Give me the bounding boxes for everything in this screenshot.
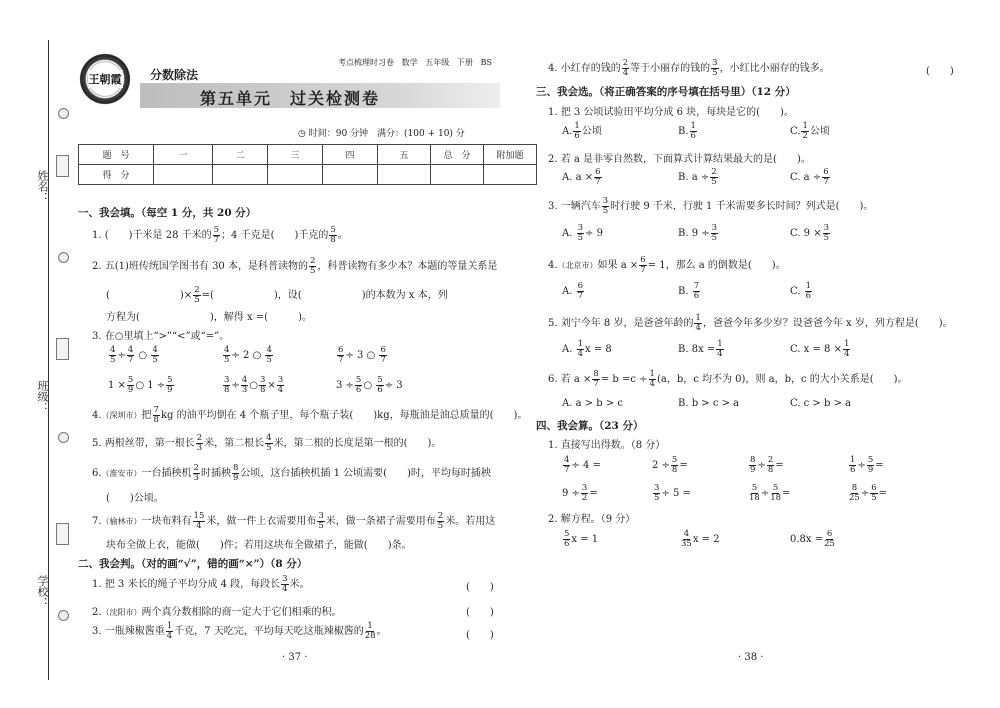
brand-logo: 王朝霞 — [76, 50, 134, 108]
score-input-cell[interactable] — [268, 165, 323, 185]
binding-hole — [58, 432, 69, 443]
score-header-cell: 三 — [268, 145, 323, 165]
compare-1: $\frac{4}{5}$ ÷ $\frac{4}{7}$ ○ $\frac{4}{5}$ — [110, 345, 158, 365]
judge-2: 2.（沈阳市）两个真分数相除的商一定大于它们相乘的积。 — [92, 607, 342, 618]
judge-3-answer[interactable]: ( ) — [466, 630, 494, 641]
score-header-cell: 一 — [154, 145, 213, 165]
score-header-cell: 二 — [213, 145, 268, 165]
choice-2: 2. 若 a 是非零自然数，下面算式计算结果最大的是( )。 — [548, 154, 811, 165]
choice-1-option-a[interactable]: A. $\frac{1}{6}$ 公顷 — [562, 121, 602, 141]
calc-item: $\frac{4}{7}$ ÷ 4 = — [564, 455, 601, 475]
choice-3-option-c[interactable]: C. 9 × $\frac{3}{5}$ — [790, 223, 830, 243]
choice-4-option-c[interactable]: C. $\frac{1}{6}$ — [790, 281, 812, 301]
score-header-cell: 总 分 — [431, 145, 484, 165]
page-title: 第五单元 过关检测卷 — [200, 89, 381, 108]
calc-item: $\frac{8}{25}$ ÷ $\frac{6}{5}$ = — [849, 483, 888, 503]
choice-3: 3. 一辆汽车 $\frac{3}{5}$ 时行驶 9 千米，行驶 1 千米需要多长时间？列式是( )。 — [548, 196, 874, 216]
binding-hole — [58, 108, 69, 119]
section-4-heading: 四、我会算。（23 分） — [536, 420, 644, 432]
choice-4-option-b[interactable]: B. $\frac{7}{6}$ — [678, 281, 700, 301]
choice-3-option-b[interactable]: B. 9 ÷ $\frac{3}{5}$ — [678, 223, 718, 243]
equation-1: $\frac{5}{6}$ x = 1 — [564, 529, 599, 549]
score-header-cell: 四 — [323, 145, 378, 165]
binding-hole — [58, 252, 69, 263]
choice-5-option-a[interactable]: A. $\frac{1}{4}$ x = 8 — [562, 339, 612, 359]
score-row-label: 得 分 — [79, 165, 154, 185]
time-score-info: ◷ 时间：90 分钟 满分：(100 + 10) 分 — [298, 129, 465, 139]
score-input-cell[interactable] — [431, 165, 484, 185]
section-2-heading: 二、我会判。（对的画“√”，错的画“×”）（8 分） — [78, 558, 308, 570]
binding-tab — [56, 338, 69, 360]
compare-2: $\frac{4}{5}$ ÷ 2 ○ $\frac{4}{5}$ — [224, 345, 272, 365]
choice-1-option-c[interactable]: C. $\frac{1}{2}$ 公顷 — [790, 121, 830, 141]
choice-1: 1. 把 3 公顷试验田平均分成 6 块，每块是它的( )。 — [548, 107, 794, 118]
section-1-heading: 一、我会填。（每空 1 分，共 20 分） — [78, 207, 257, 219]
calc-item: 2 ÷ $\frac{5}{8}$ = — [652, 455, 688, 475]
equation-2: $\frac{4}{35}$ x = 2 — [681, 529, 720, 549]
compare-4: 1 × $\frac{5}{9}$ ○ 1 ÷ $\frac{5}{9}$ — [108, 375, 173, 395]
series-header: 考点梳理时习卷 数学 五年级 下册 BS — [338, 58, 492, 67]
score-input-cell[interactable] — [154, 165, 213, 185]
binding-tab — [56, 523, 69, 545]
choice-2-option-c[interactable]: C. a ÷ $\frac{6}{7}$ — [790, 167, 829, 187]
judge-4-answer[interactable]: ( ) — [926, 66, 954, 77]
choice-4: 4.（北京市）如果 a × $\frac{6}{7}$ = 1，那么 a 的倒数是( )。 — [548, 255, 786, 275]
choice-6-option-c[interactable]: C. c > b > a — [790, 398, 852, 409]
calc-item: $\frac{3}{5}$ ÷ 5 = — [654, 483, 691, 503]
question-7-line2: 块布全做上衣，能做( )件；若用这块布全做裙子，能做( )条。 — [106, 540, 412, 551]
topic-title: 分数除法 — [150, 68, 199, 82]
question-4: 4.（深圳市）把 $\frac{7}{8}$ kg 的油平均倒在 4 个瓶子里，每个瓶子装( )kg，每瓶油是油总质量的( )。 — [92, 405, 528, 425]
choice-6: 6. 若 a × $\frac{8}{7}$ = b =c ÷ $\frac{1}{4}$ (a，b，c 均不为 0)，则 a，b，c 的大小关系是( )。 — [548, 369, 908, 389]
calc-item: $\frac{8}{9}$ ÷ $\frac{2}{8}$ = — [750, 455, 784, 475]
choice-5-option-b[interactable]: B. 8x = $\frac{1}{4}$ — [678, 339, 723, 359]
compare-6: 3 ÷ $\frac{5}{6}$ ○ $\frac{5}{6}$ ÷ 3 — [336, 375, 403, 395]
question-2-line2: ( )× $\frac{2}{5}$ =( )，设( )的本数为 x 本，列 — [106, 285, 448, 305]
judge-1: 1. 把 3 米长的绳子平均分成 4 段，每段长 $\frac{3}{4}$ 米。 — [92, 574, 310, 594]
score-table — [78, 144, 537, 185]
compare-5: $\frac{3}{8}$ ÷ $\frac{4}{3}$ ○ $\frac{3}{8}$ × $\frac{3}{4}$ — [224, 375, 284, 395]
school-label: 学校： — [36, 575, 49, 608]
name-label: 姓名： — [36, 170, 49, 203]
question-2: 2. 五(1)班传统国学图书有 30 本，是科普读物的 $\frac{2}{5}$ ，科普读物有多少本？本题的等量关系是 — [92, 256, 498, 276]
question-6-line2: ( )公顷。 — [106, 493, 164, 504]
choice-5-option-c[interactable]: C. x = 8 × $\frac{1}{4}$ — [790, 339, 850, 359]
score-input-cell[interactable] — [484, 165, 537, 185]
question-1: 1. ( )千米是 28 千米的 $\frac{5}{7}$ ；4 千克是( )千克的 $\frac{5}{8}$ 。 — [92, 225, 348, 245]
page-number-left: · 37 · — [282, 652, 308, 663]
choice-3-option-a[interactable]: A. $\frac{3}{5}$ ÷ 9 — [562, 223, 603, 243]
choice-6-option-b[interactable]: B. b > c > a — [678, 398, 740, 409]
question-6: 6.（淮安市）一台插秧机 $\frac{2}{3}$ 时插秧 $\frac{8}{9}$ 公顷，这台插秧机插 1 公顷需要( )时，平均每时插秧 — [92, 463, 491, 483]
score-header-cell: 五 — [378, 145, 431, 165]
calc-item: $\frac{5}{18}$ ÷ $\frac{5}{18}$ = — [749, 483, 791, 503]
choice-6-option-a[interactable]: A. a > b > c — [562, 398, 624, 409]
score-header-cell: 题 号 — [79, 145, 154, 165]
calc-item: $\frac{1}{6}$ ÷ $\frac{5}{9}$ = — [850, 455, 884, 475]
choice-5: 5. 刘宁今年 8 岁，是爸爸年龄的 $\frac{1}{4}$ ，爸爸今年多少岁？设爸爸今年 x 岁，列方程是( )。 — [548, 313, 953, 333]
calc-instruction-1: 1. 直接写出得数。（8 分） — [548, 440, 666, 451]
question-2-line3: 方程为( )，解得 x =( )。 — [106, 312, 312, 323]
choice-1-option-b[interactable]: B. $\frac{1}{6}$ — [678, 121, 696, 141]
calc-instruction-2: 2. 解方程。（9 分） — [548, 514, 636, 525]
equation-3: 0.8x = $\frac{6}{25}$ — [790, 529, 835, 549]
section-3-heading: 三、我会选。（将正确答案的序号填在括号里）（12 分） — [536, 86, 796, 98]
calc-item: 9 ÷ $\frac{3}{2}$ = — [562, 483, 598, 503]
score-header-cell: 附加题 — [484, 145, 537, 165]
question-3: 3. 在○里填上“>”“<”或“=”。 — [92, 331, 230, 342]
judge-2-answer[interactable]: ( ) — [466, 607, 494, 618]
binding-hole — [58, 610, 69, 621]
page-number-right: · 38 · — [738, 652, 764, 663]
binding-tab — [56, 155, 69, 177]
class-label: 班级： — [36, 380, 49, 413]
score-input-cell[interactable] — [213, 165, 268, 185]
choice-2-option-b[interactable]: B. a ÷ $\frac{2}{5}$ — [678, 167, 717, 187]
judge-4: 4. 小红存的钱的 $\frac{2}{4}$ 等于小丽存的钱的 $\frac{3}{5}$ ，小红比小丽存的钱多。 — [548, 58, 830, 78]
choice-4-option-a[interactable]: A. $\frac{6}{7}$ — [562, 281, 584, 301]
question-5: 5. 两根丝带，第一根长 $\frac{2}{3}$ 米，第二根长 $\frac{4}{5}$ 米，第二根的长度是第一根的( )。 — [92, 433, 442, 453]
score-input-cell[interactable] — [323, 165, 378, 185]
question-7: 7.（榆林市）一块布料有 $\frac{15}{4}$ 米，做一件上衣需要用布 $\frac{3}{5}$ 米，做一条裙子需要用布 $\frac{2}{5}$ 米。若用这 — [92, 511, 496, 531]
judge-1-answer[interactable]: ( ) — [466, 582, 494, 593]
choice-2-option-a[interactable]: A. a × $\frac{6}{7}$ — [562, 167, 601, 187]
judge-3: 3. 一瓶辣椒酱重 $\frac{1}{4}$ 千克，7 天吃完，平均每天吃这瓶辣椒酱的 $\frac{1}{28}$ 。 — [92, 621, 387, 641]
score-input-cell[interactable] — [378, 165, 431, 185]
compare-3: $\frac{6}{7}$ ÷ 3 ○ $\frac{6}{7}$ — [338, 345, 386, 365]
